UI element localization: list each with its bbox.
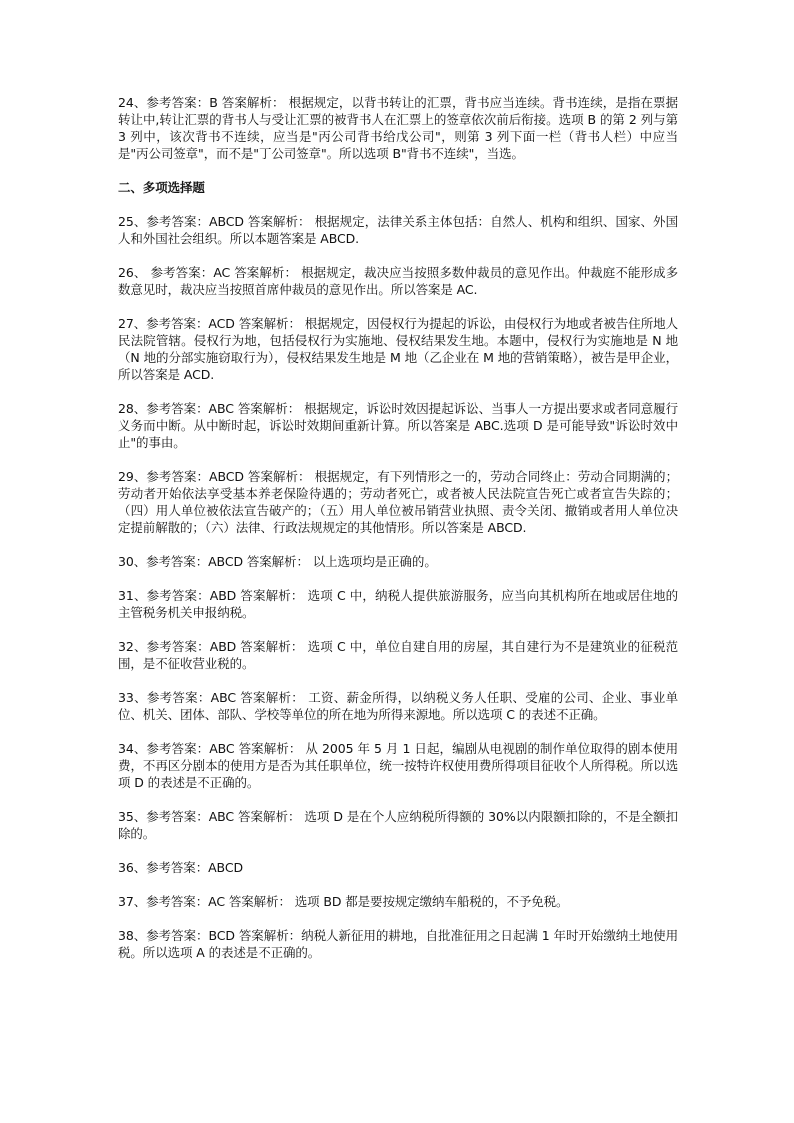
answer-paragraph-35: 35、参考答案：ABC 答案解析： 选项 D 是在个人应纳税所得额的 30%以内限额扣除的，不是全额扣除的。: [118, 809, 678, 841]
answer-paragraph-28: 28、参考答案：ABC 答案解析： 根据规定，诉讼时效因提起诉讼、当事人一方提出要求或者同意履行义务而中断。从中断时起，诉讼时效期间重新计算。所以答案是 ABC.选项 D 是可能导致"诉讼时效中止"的事由。: [118, 401, 678, 450]
answer-paragraph-27: 27、参考答案：ACD 答案解析： 根据规定，因侵权行为提起的诉讼，由侵权行为地或者被告住所地人民法院管辖。侵权行为地，包括侵权行为实施地、侵权结果发生地。本题中，侵权行为实施地是 N 地（N 地的分部实施窃取行为），侵权结果发生地是 M 地（乙企业在 M 地的营销策略），被告是甲企业，所以答案是 ACD.: [118, 316, 678, 382]
answer-paragraph-38: 38、参考答案：BCD 答案解析：纳税人新征用的耕地，自批准征用之日起满 1 年时开始缴纳土地使用税。所以选项 A 的表述是不正确的。: [118, 928, 678, 960]
section-heading: 二、多项选择题: [118, 180, 205, 195]
answer-paragraph-36: 36、参考答案：ABCD: [118, 860, 243, 875]
answer-paragraph-24: 24、参考答案：B 答案解析： 根据规定，以背书转让的汇票，背书应当连续。背书连续，是指在票据转让中,转让汇票的背书人与受让汇票的被背书人在汇票上的签章依次前后衔接。选项 B 的第 2 列与第 3 列中，该次背书不连续，应当是"丙公司背书给戊公司"，则第 3 列下面一栏（背书人栏）中应当是"丙公司签章"，而不是"丁公司签章"。所以选项 B"背书不连续"，当选。: [118, 95, 678, 161]
answer-paragraph-33: 33、参考答案：ABC 答案解析： 工资、薪金所得，以纳税义务人任职、受雇的公司、企业、事业单位、机关、团体、部队、学校等单位的所在地为所得来源地。所以选项 C 的表述不正确。: [118, 690, 678, 722]
answer-paragraph-25: 25、参考答案：ABCD 答案解析： 根据规定，法律关系主体包括：自然人、机构和组织、国家、外国人和外国社会组织。所以本题答案是 ABCD.: [118, 214, 678, 246]
answer-paragraph-32: 32、参考答案：ABD 答案解析： 选项 C 中，单位自建自用的房屋，其自建行为不是建筑业的征税范围，是不征收营业税的。: [118, 639, 678, 671]
answer-paragraph-37: 37、参考答案：AC 答案解析： 选项 BD 都是要按规定缴纳车船税的，不予免税。: [118, 894, 569, 909]
answer-paragraph-31: 31、参考答案：ABD 答案解析： 选项 C 中，纳税人提供旅游服务，应当向其机构所在地或居住地的主管税务机关申报纳税。: [118, 588, 678, 620]
answer-paragraph-26: 26、 参考答案：AC 答案解析： 根据规定，裁决应当按照多数仲裁员的意见作出。仲裁庭不能形成多数意见时，裁决应当按照首席仲裁员的意见作出。所以答案是 AC.: [118, 265, 678, 297]
answer-paragraph-34: 34、参考答案：ABC 答案解析： 从 2005 年 5 月 1 日起，编剧从电视剧的制作单位取得的剧本使用费，不再区分剧本的使用方是否为其任职单位，统一按特许权使用费所得项目征收个人所得税。所以选项 D 的表述是不正确的。: [118, 741, 678, 790]
answer-paragraph-29: 29、参考答案：ABCD 答案解析： 根据规定，有下列情形之一的，劳动合同终止：劳动合同期满的；劳动者开始依法享受基本养老保险待遇的；劳动者死亡，或者被人民法院宣告死亡或者宣告失踪的；（四）用人单位被依法宣告破产的；（五）用人单位被吊销营业执照、责令关闭、撤销或者用人单位决定提前解散的；（六）法律、行政法规规定的其他情形。所以答案是 ABCD.: [118, 469, 678, 535]
answer-paragraph-30: 30、参考答案：ABCD 答案解析： 以上选项均是正确的。: [118, 554, 437, 569]
document-body: [118, 94, 678, 978]
